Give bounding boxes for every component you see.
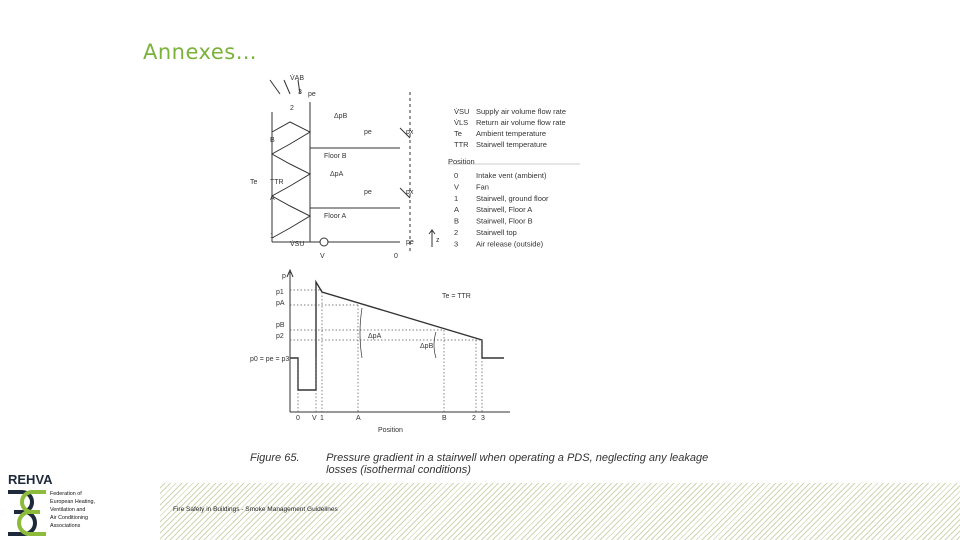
graph-dpb: ΔpB [420,343,434,350]
schematic-labels [250,74,440,260]
figure-caption [250,452,726,476]
logo-line: Ventilation and [50,507,86,513]
legend-position-symbol: 1 [454,193,459,203]
node-0: 0 [394,253,398,260]
graph-x-tick: 1 [320,415,324,422]
legend-position-text: Stairwell, ground floor [476,193,549,203]
logo-line: Associations [50,523,81,529]
caption-text: Pressure gradient in a stairwell when operating a PDS, neglecting any leakage losses (isothermal conditions) [326,452,709,476]
graph-dpa: ΔpA [368,333,382,340]
legend-position-text: Air release (outside) [476,239,544,249]
graph-x-tick: B [442,415,447,422]
legend-position-text: Intake vent (ambient) [476,171,547,180]
graph-y-tick: pB [276,322,285,329]
graph-x-tick: V [312,415,317,422]
legend-symbol-text: Stairwell temperature [476,140,547,149]
legend-position-text: Fan [476,182,489,192]
floor-b: Floor B [324,153,347,160]
legend-symbol: TTR [454,140,469,149]
graph-y-tick: pA [276,300,285,307]
label-pe: pe [308,91,316,98]
slide-title: Annexes… [143,40,258,64]
legend-position-symbol: 3 [454,239,459,249]
legend-position-symbol: B [454,216,460,226]
node-2: 2 [290,105,294,112]
logo-text [50,490,95,530]
stairwell-pressure-figure [250,72,730,482]
legend-position-symbol: V [454,182,460,192]
legend-position-header: Position [448,157,475,166]
graph-y-axis-label: p [282,273,286,280]
figure-legend [448,107,580,248]
label-dpa: ΔpA [330,171,344,178]
legend-position-text: Stairwell, Floor B [476,216,533,226]
legend-position-text: Stairwell top [476,228,517,237]
graph-temp-note: Te = TTR [442,293,471,300]
legend-symbol-text: Return air volume flow rate [476,118,566,127]
graph-x-tick: 0 [296,415,300,422]
legend-symbol-text: Supply air volume flow rate [476,107,567,116]
graph-labels [250,273,485,434]
label-z: z [436,237,440,244]
label-dpb: ΔpB [334,113,348,120]
stairwell-schematic [270,80,435,252]
caption-number: Figure 65. [250,452,300,464]
node-3: 3 [298,89,302,96]
legend-symbol: Te [454,129,462,138]
legend-symbol: V̇SU [454,107,470,116]
graph-x-tick: 3 [481,415,485,422]
graph-x-tick: A [356,415,361,422]
graph-y-base: p0 = pe = p3 [250,356,290,363]
label-px-b: px [406,129,414,136]
logo-wordmark: REHVA [8,472,53,487]
graph-x-axis-label: Position [378,427,403,434]
legend-position-symbol: 0 [454,171,459,180]
legend-symbol-text: Ambient temperature [476,129,547,138]
graph-y-tick: p2 [276,333,284,340]
label-pe-b: pe [364,129,372,136]
legend-position-text: Stairwell, Floor A [476,205,533,215]
label-ttr: TTR [270,179,284,186]
label-pe-ground: pe [406,239,414,246]
label-vsu: V̇SU [290,241,305,248]
legend-position-symbol: 2 [454,228,459,237]
node-1: 1 [270,233,274,240]
label-vab: V̇AB [290,75,305,82]
footer-text: Fire Safety in Buildings - Smoke Management Guidelines [173,506,338,513]
pressure-graph [287,270,510,412]
logo-line: European Heating, [50,499,95,505]
graph-x-tick: 2 [472,415,476,422]
floor-a: Floor A [324,213,347,220]
node-v: V [320,253,325,260]
label-pe-a: pe [364,189,372,196]
logo-3e-icon [6,490,48,536]
legend-position-symbol: A [454,205,460,215]
graph-y-tick: p1 [276,289,284,296]
logo-line: Federation of [50,491,82,497]
label-px-a: px [406,189,414,196]
legend-symbol: V̇LS [454,118,469,127]
logo-line: Air Conditioning [50,515,89,521]
node-b: B [270,137,275,144]
label-te: Te [250,179,258,186]
node-a: A [270,195,275,202]
